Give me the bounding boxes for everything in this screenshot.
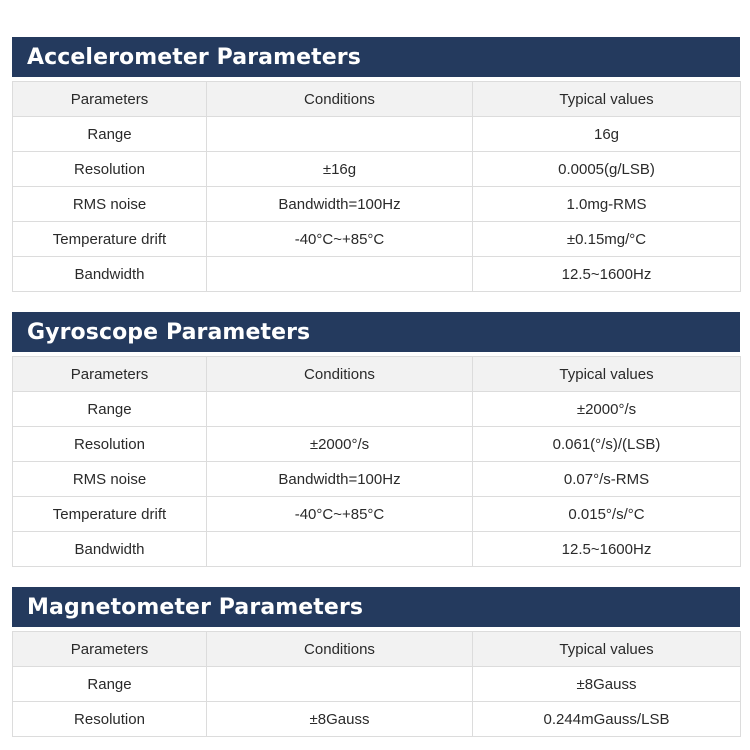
column-header-conditions: Conditions — [207, 357, 473, 392]
condition-cell — [207, 532, 473, 567]
parameter-cell: Range — [13, 667, 207, 702]
condition-cell — [207, 392, 473, 427]
condition-cell: ±8Gauss — [207, 702, 473, 737]
value-cell: 16g — [473, 117, 741, 152]
column-header-parameters: Parameters — [13, 632, 207, 667]
section-header — [12, 312, 740, 352]
table-row — [13, 497, 741, 532]
value-cell: ±2000°/s — [473, 392, 741, 427]
parameter-cell: Range — [13, 117, 207, 152]
value-cell: 1.0mg-RMS — [473, 187, 741, 222]
parameter-cell: Range — [13, 392, 207, 427]
condition-cell — [207, 257, 473, 292]
condition-cell: -40°C~+85°C — [207, 222, 473, 257]
column-header-typical-values: Typical values — [473, 632, 741, 667]
parameter-cell: Temperature drift — [13, 497, 207, 532]
column-header-parameters: Parameters — [13, 357, 207, 392]
table-header-row — [13, 357, 741, 392]
section-title: Magnetometer Parameters — [27, 594, 364, 620]
column-header-conditions: Conditions — [207, 632, 473, 667]
column-header-parameters: Parameters — [13, 82, 207, 117]
parameter-cell: Bandwidth — [13, 532, 207, 567]
value-cell: 0.244mGauss/LSB — [473, 702, 741, 737]
column-header-typical-values: Typical values — [473, 357, 741, 392]
parameters-table — [12, 631, 741, 737]
value-cell: ±8Gauss — [473, 667, 741, 702]
table-row — [13, 427, 741, 462]
table-row — [13, 667, 741, 702]
accelerometer-section — [12, 37, 740, 292]
parameter-cell: Resolution — [13, 702, 207, 737]
table-row — [13, 222, 741, 257]
parameter-cell: RMS noise — [13, 462, 207, 497]
section-title: Gyroscope Parameters — [27, 319, 311, 345]
column-header-conditions: Conditions — [207, 82, 473, 117]
gyroscope-section — [12, 312, 740, 567]
table-header-row — [13, 82, 741, 117]
condition-cell: Bandwidth=100Hz — [207, 462, 473, 497]
parameters-table — [12, 81, 741, 292]
table-row — [13, 532, 741, 567]
table-row — [13, 462, 741, 497]
column-header-typical-values: Typical values — [473, 82, 741, 117]
table-row — [13, 702, 741, 737]
condition-cell: ±2000°/s — [207, 427, 473, 462]
condition-cell: -40°C~+85°C — [207, 497, 473, 532]
table-row — [13, 152, 741, 187]
section-title: Accelerometer Parameters — [27, 44, 361, 70]
table-row — [13, 392, 741, 427]
table-row — [13, 257, 741, 292]
table-row — [13, 187, 741, 222]
parameter-cell: RMS noise — [13, 187, 207, 222]
parameter-cell: Temperature drift — [13, 222, 207, 257]
value-cell: 0.015°/s/°C — [473, 497, 741, 532]
condition-cell: ±16g — [207, 152, 473, 187]
value-cell: 12.5~1600Hz — [473, 257, 741, 292]
table-header-row — [13, 632, 741, 667]
parameter-cell: Resolution — [13, 152, 207, 187]
magnetometer-section — [12, 587, 740, 737]
parameter-cell: Resolution — [13, 427, 207, 462]
value-cell: 12.5~1600Hz — [473, 532, 741, 567]
value-cell: 0.061(°/s)/(LSB) — [473, 427, 741, 462]
condition-cell: Bandwidth=100Hz — [207, 187, 473, 222]
section-header — [12, 587, 740, 627]
condition-cell — [207, 667, 473, 702]
value-cell: 0.07°/s-RMS — [473, 462, 741, 497]
table-row — [13, 117, 741, 152]
value-cell: ±0.15mg/°C — [473, 222, 741, 257]
parameters-table — [12, 356, 741, 567]
section-header — [12, 37, 740, 77]
parameter-cell: Bandwidth — [13, 257, 207, 292]
value-cell: 0.0005(g/LSB) — [473, 152, 741, 187]
condition-cell — [207, 117, 473, 152]
